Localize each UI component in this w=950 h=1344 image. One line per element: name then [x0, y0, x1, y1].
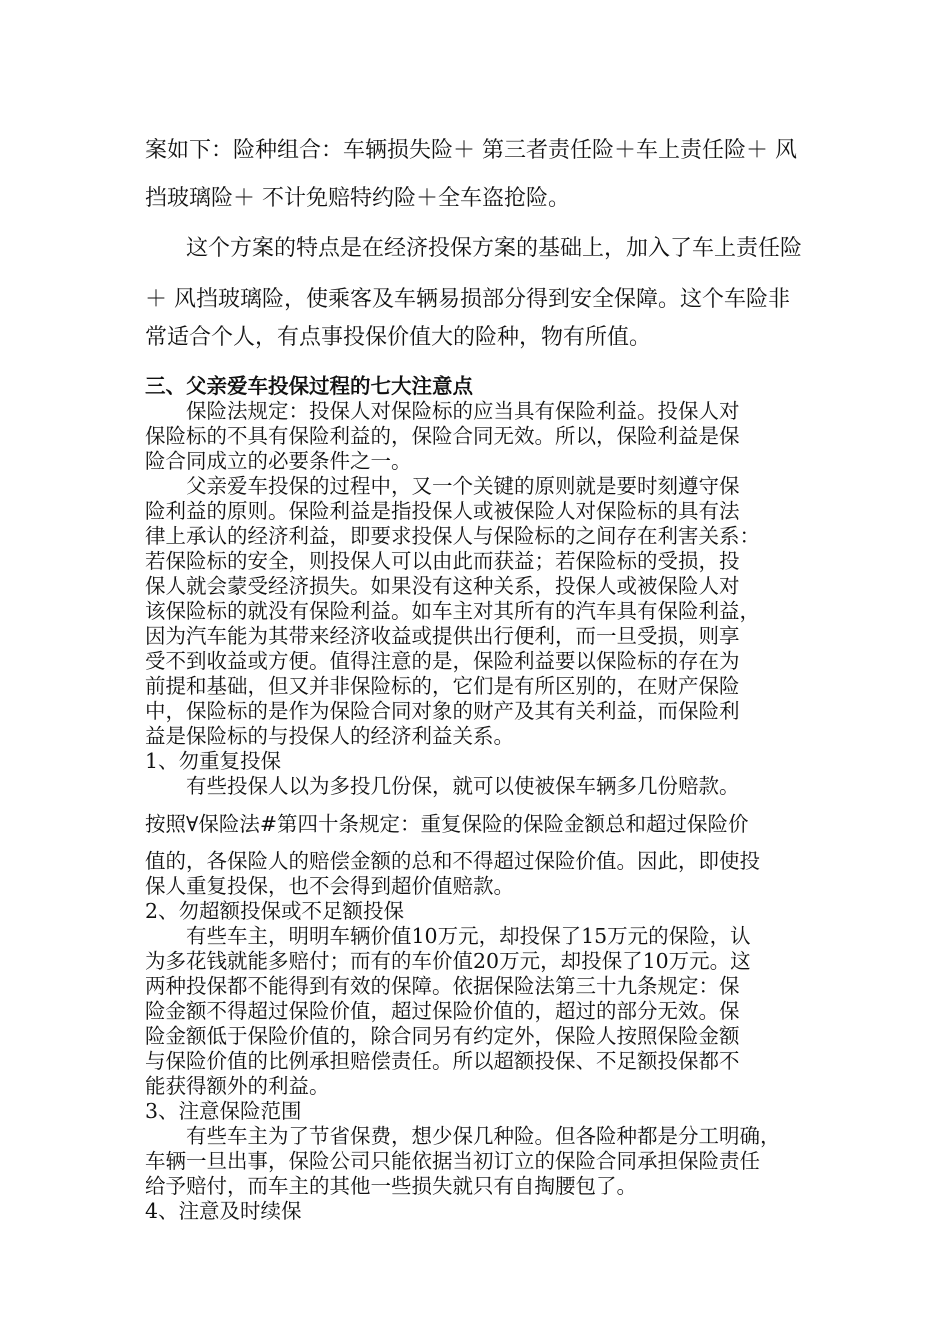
body-line: 若保险标的安全，则投保人可以由此而获益；若保险标的受损，投: [145, 549, 740, 573]
body-line: 值的，各保险人的赔偿金额的总和不得超过保险价值。因此，即使投: [145, 849, 760, 873]
body-line: 因为汽车能为其带来经济收益或提供出行便利，而一旦受损，则享: [145, 624, 740, 648]
body-line: 与保险价值的比例承担赔偿责任。所以超额投保、不足额投保都不: [145, 1049, 740, 1073]
body-line: 常适合个人，有点事投保价值大的险种，物有所值。: [145, 325, 652, 350]
section-heading: 三、父亲爱车投保过程的七大注意点: [145, 374, 473, 398]
body-line: 有些车主，明明车辆价值10万元，却投保了15万元的保险，认: [186, 924, 751, 948]
body-line: 险金额低于保险价值的，除合同另有约定外，保险人按照保险金额: [145, 1024, 740, 1048]
body-line: 为多花钱就能多赔付；而有的车价值20万元，却投保了10万元。这: [145, 949, 751, 973]
body-line: 中，保险标的是作为保险合同对象的财产及其有关利益，而保险利: [145, 699, 740, 723]
body-line: 给予赔付，而车主的其他一些损失就只有自掏腰包了。: [145, 1174, 637, 1198]
body-line: 保人重复投保，也不会得到超价值赔款。: [145, 874, 514, 898]
body-line: 保险标的不具有保险利益的，保险合同无效。所以，保险利益是保: [145, 424, 740, 448]
body-line: 能获得额外的利益。: [145, 1074, 330, 1098]
body-line: 挡玻璃险＋ 不计免赔特约险＋全车盗抢险。: [145, 186, 570, 211]
item-title: 1、勿重复投保: [145, 749, 282, 773]
body-line: 按照∀保险法#第四十条规定：重复保险的保险金额总和超过保险价: [145, 812, 749, 836]
body-line: 该保险标的就没有保险利益。如车主对其所有的汽车具有保险利益，: [145, 599, 760, 623]
body-line: ＋ 风挡玻璃险，使乘客及车辆易损部分得到安全保障。这个车险非: [145, 287, 790, 312]
body-line: 前提和基础，但又并非保险标的，它们是有所区别的，在财产保险: [145, 674, 740, 698]
body-line: 险金额不得超过保险价值，超过保险价值的，超过的部分无效。保: [145, 999, 740, 1023]
body-line: 车辆一旦出事，保险公司只能依据当初订立的保险合同承担保险责任: [145, 1149, 760, 1173]
body-line: 这个方案的特点是在经济投保方案的基础上，加入了车上责任险: [186, 236, 803, 261]
body-line: 受不到收益或方便。值得注意的是，保险利益要以保险标的存在为: [145, 649, 740, 673]
body-line: 有些投保人以为多投几份保，就可以使被保车辆多几份赔款。: [186, 774, 740, 798]
item-title: 4、注意及时续保: [145, 1199, 302, 1223]
body-line: 保人就会蒙受经济损失。如果没有这种关系，投保人或被保险人对: [145, 574, 740, 598]
body-line: 有些车主为了节省保费，想少保几种险。但各险种都是分工明确，: [186, 1124, 781, 1148]
item-title: 2、勿超额投保或不足额投保: [145, 899, 405, 923]
item-title: 3、注意保险范围: [145, 1099, 302, 1123]
body-line: 保险法规定：投保人对保险标的应当具有保险利益。投保人对: [186, 399, 740, 423]
body-line: 两种投保都不能得到有效的保障。依据保险法第三十九条规定：保: [145, 974, 740, 998]
body-line: 险利益的原则。保险利益是指投保人或被保险人对保险标的具有法: [145, 499, 740, 523]
body-line: 父亲爱车投保的过程中，又一个关键的原则就是要时刻遵守保: [186, 474, 740, 498]
body-line: 益是保险标的与投保人的经济利益关系。: [145, 724, 514, 748]
body-line: 律上承认的经济利益，即要求投保人与保险标的之间存在利害关系：: [145, 524, 760, 548]
body-line: 案如下：险种组合：车辆损失险＋ 第三者责任险＋车上责任险＋ 风: [145, 138, 797, 163]
body-line: 险合同成立的必要条件之一。: [145, 449, 412, 473]
